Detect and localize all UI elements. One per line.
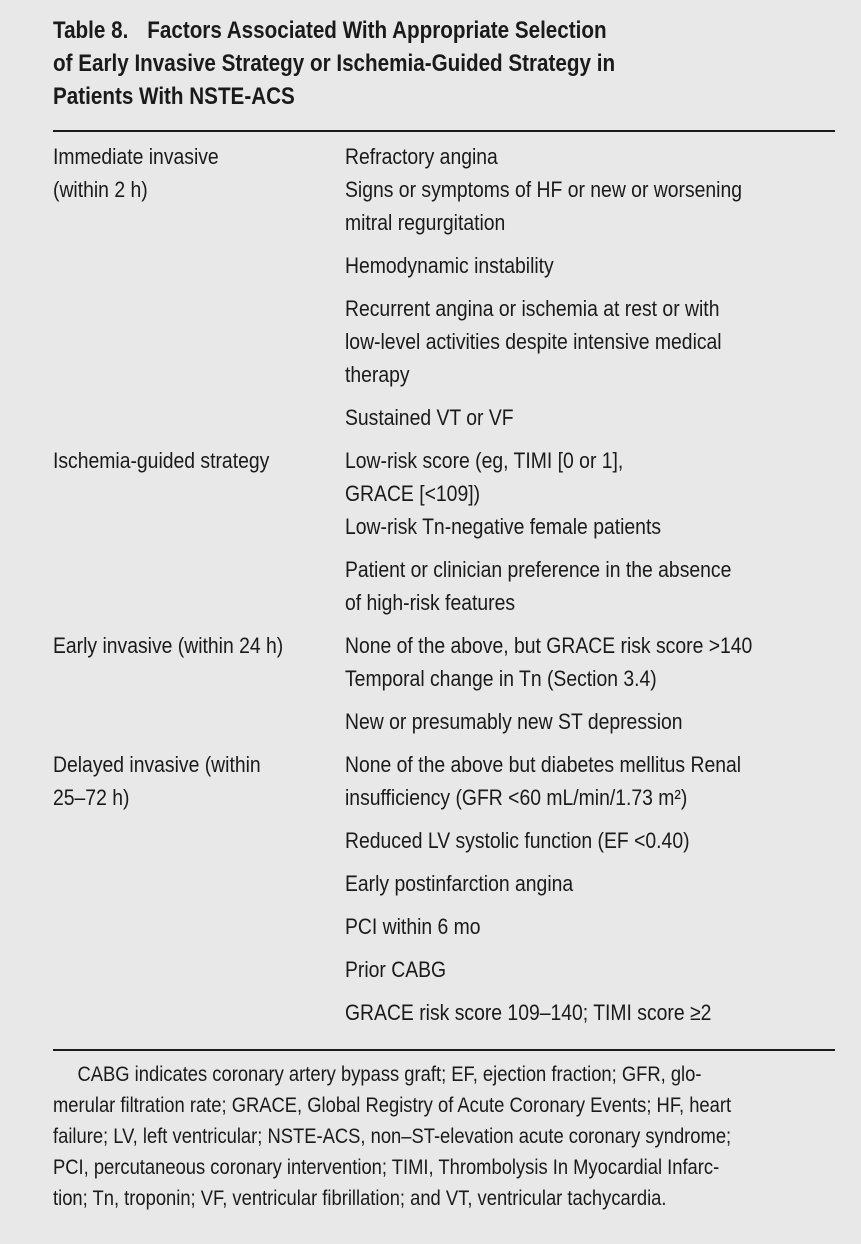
factor-text: None of the above, but GRACE risk score >140: [345, 633, 753, 658]
table-title: [53, 14, 833, 113]
factor-text: of high-risk features: [345, 590, 516, 615]
factor-text: None of the above but diabetes mellitus Renal: [345, 752, 742, 777]
category-cell: [53, 444, 345, 629]
table-row: [53, 444, 835, 629]
footnote-line: CABG indicates coronary artery bypass graft; EF, ejection fraction; GFR, glo-: [77, 1063, 702, 1086]
factor-text: Recurrent angina or ischemia at rest or with: [345, 296, 720, 321]
factor-text: Sustained VT or VF: [345, 405, 514, 430]
factor-item: [345, 910, 835, 943]
category-cell: [53, 140, 345, 444]
title-line: of Early Invasive Strategy or Ischemia-Guided Strategy in: [53, 50, 616, 77]
factors-cell: [345, 444, 835, 629]
factors-table: [53, 140, 835, 1039]
footnote-line: PCI, percutaneous coronary intervention; TIMI, Thrombolysis In Myocardial Infarc-: [53, 1156, 720, 1179]
factor-item: [345, 140, 835, 239]
factor-text: insufficiency (GFR <60 mL/min/1.73 m²): [345, 785, 688, 810]
footnote-line: tion; Tn, troponin; VF, ventricular fibrillation; and VT, ventricular tachycardia.: [53, 1187, 667, 1210]
footnote-line: merular filtration rate; GRACE, Global Registry of Acute Coronary Events; HF, heart: [53, 1094, 732, 1117]
factor-text: Signs or symptoms of HF or new or worsening: [345, 177, 743, 202]
factor-text: Low-risk Tn-negative female patients: [345, 514, 662, 539]
category-text: (within 2 h): [53, 177, 148, 202]
factor-item: [345, 996, 835, 1029]
factor-item: [345, 249, 835, 282]
factor-text: Patient or clinician preference in the absence: [345, 557, 732, 582]
category-cell: [53, 629, 345, 748]
category-cell: [53, 748, 345, 1039]
top-rule: [53, 130, 835, 132]
category-text: Ischemia-guided strategy: [53, 448, 270, 473]
factor-item: [345, 292, 835, 391]
title-line: [53, 14, 833, 47]
factor-text: Early postinfarction angina: [345, 871, 574, 896]
factors-cell: [345, 140, 835, 444]
factor-text: Temporal change in Tn (Section 3.4): [345, 666, 657, 691]
factor-item: [345, 629, 835, 695]
factor-item: [345, 824, 835, 857]
factor-text: low-level activities despite intensive medical: [345, 329, 722, 354]
factor-text: Hemodynamic instability: [345, 253, 554, 278]
factor-text: Reduced LV systolic function (EF <0.40): [345, 828, 690, 853]
factor-text: PCI within 6 mo: [345, 914, 481, 939]
table-document: [53, 14, 835, 1214]
factor-text: therapy: [345, 362, 410, 387]
table-body: [53, 140, 835, 1039]
category-text: Early invasive (within 24 h): [53, 633, 284, 658]
category-text: 25–72 h): [53, 785, 130, 810]
factors-cell: [345, 629, 835, 748]
table-footnote: [53, 1059, 835, 1214]
factors-cell: [345, 748, 835, 1039]
factor-item: [345, 867, 835, 900]
factor-item: [345, 401, 835, 434]
title-text: Factors Associated With Appropriate Selection: [147, 17, 607, 44]
table-row: [53, 140, 835, 444]
factor-text: Refractory angina: [345, 144, 498, 169]
factor-text: Prior CABG: [345, 957, 447, 982]
factor-item: [345, 953, 835, 986]
title-line: Patients With NSTE-ACS: [53, 83, 295, 110]
factor-item: [345, 705, 835, 738]
factor-item: [345, 444, 835, 543]
category-text: Immediate invasive: [53, 144, 219, 169]
footnote-line: failure; LV, left ventricular; NSTE-ACS, non–ST-elevation acute coronary syndrome;: [53, 1125, 732, 1148]
category-text: Delayed invasive (within: [53, 752, 261, 777]
factor-text: Low-risk score (eg, TIMI [0 or 1],: [345, 448, 624, 473]
table-row: [53, 748, 835, 1039]
factor-text: GRACE [<109]): [345, 481, 481, 506]
factor-text: GRACE risk score 109–140; TIMI score ≥2: [345, 1000, 712, 1025]
factor-item: [345, 748, 835, 814]
factor-text: New or presumably new ST depression: [345, 709, 683, 734]
factor-item: [345, 553, 835, 619]
bottom-rule: [53, 1049, 835, 1051]
table-label: Table 8.: [53, 17, 129, 44]
table-row: [53, 629, 835, 748]
factor-text: mitral regurgitation: [345, 210, 506, 235]
